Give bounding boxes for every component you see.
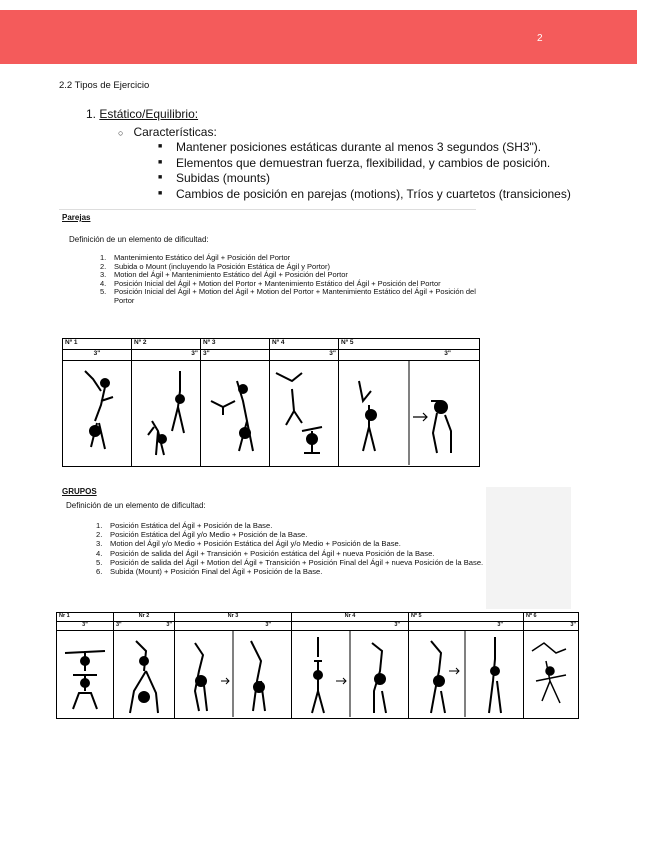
parejas-definition: Definición de un elemento de dificultad:: [69, 235, 209, 244]
time-cell: 3": [292, 622, 409, 631]
figure-cell: [339, 361, 480, 467]
time-cell: 3": [339, 350, 480, 361]
header-cell: Nº 4: [270, 339, 339, 350]
parejas-figure-table: [62, 338, 480, 467]
time-cell: 3": [270, 350, 339, 361]
figure-cell: [409, 631, 524, 719]
acrobat-pair-figure: [65, 361, 129, 465]
acrobat-pair-figure: [203, 361, 267, 465]
figure-cell: [524, 631, 579, 719]
list-item: 1. Posición Estática del Ágil + Posición de la Base.: [96, 521, 273, 530]
divider: [59, 209, 476, 210]
figure-cell: [132, 361, 201, 467]
item-title: Estático/Equilibrio:: [99, 107, 199, 121]
time-cell: 3": [409, 622, 524, 631]
list-item: 1. Mantenimiento Estático del Ágil + Posición del Portor: [100, 253, 291, 262]
list-number: 1.: [86, 107, 97, 121]
list-item: 4. Posición de salida del Ágil + Transición + Posición estática del Ágil + nueva Posición de la Base.: [96, 548, 435, 558]
grupos-list: [96, 521, 486, 576]
figure-cell: [201, 361, 270, 467]
list-item: 3. Motion del Ágil + Mantenimiento Estático del Ágil + Posición del Portor: [100, 270, 348, 280]
acrobat-pair-figure: [134, 361, 198, 465]
grupos-figure-table: [56, 612, 579, 719]
group-sequence-figure: [411, 631, 521, 717]
figure-cell: [63, 361, 132, 467]
header-cell: Nº 1: [63, 339, 132, 350]
parejas-list: [100, 254, 480, 306]
time-cell: 3": [57, 622, 114, 631]
list-item: 5. Posición de salida del Ágil + Motion del Ágil + Transición + Posición Final del Ágil + nueva Posición de la Base.: [96, 557, 484, 567]
header-cell: Nº 6: [524, 613, 579, 622]
bullet-item: ■ Cambios de posición en parejas (motions), Tríos y cuartetos (transiciones): [158, 187, 571, 201]
group-pyramid-figure: [116, 631, 172, 717]
acrobat-pair-sequence: [341, 361, 477, 465]
time-cell: 3": [132, 350, 201, 361]
figure-cell: [114, 631, 175, 719]
group-pyramid-figure: [59, 631, 111, 717]
header-cell: Nº 2: [132, 339, 201, 350]
acrobat-pair-figure: [272, 361, 336, 465]
header-cell: Nr 4: [292, 613, 409, 622]
header-cell: Nr 3: [175, 613, 292, 622]
header-cell: Nº 5: [339, 339, 480, 350]
grupos-definition: Definición de un elemento de dificultad:: [66, 501, 206, 510]
list-item: 3. Motion del Ágil y/o Medio + Posición Estática del Ágil y/o Medio + Posición de la Base.: [96, 539, 401, 549]
group-sequence-figure: [177, 631, 289, 717]
characteristics: ○ Características:: [118, 125, 217, 139]
figure-cell: [175, 631, 292, 719]
list-item-1: [86, 107, 198, 121]
figure-cell: [292, 631, 409, 719]
time-cell: 3": [63, 350, 132, 361]
parejas-heading: Parejas: [62, 213, 91, 222]
header-cell: Nº 5: [409, 613, 524, 622]
list-item: 6. Subida (Mount) + Posición Final del Ágil + Posición de la Base.: [96, 567, 323, 577]
section-title: 2.2 Tipos de Ejercicio: [59, 80, 150, 91]
list-item: 2. Posición Estática del Ágil y/o Medio + Posición de la Base.: [96, 530, 308, 540]
grey-background-box: [486, 487, 571, 609]
header-cell: Nº 3: [201, 339, 270, 350]
bullet-item: ■ Elementos que demuestran fuerza, flexibilidad, y cambios de posición.: [158, 156, 550, 170]
bullet-item: ■ Mantener posiciones estáticas durante al menos 3 segundos (SH3").: [158, 140, 541, 154]
time-cell: 3": [175, 622, 292, 631]
figure-cell: [57, 631, 114, 719]
list-item: 2. Subida o Mount (incluyendo la Posición Estática de Ágil y Portor): [100, 261, 330, 271]
time-cell: 3" 3": [114, 622, 175, 631]
list-item: 5. Posición Inicial del Ágil + Motion del Ágil + Motion del Portor + Mantenimiento Estático del Ágil + Posición del Portor: [100, 287, 476, 305]
time-cell: 3": [524, 622, 579, 631]
header-cell: Nr 1: [57, 613, 114, 622]
time-cell: 3": [201, 350, 270, 361]
characteristics-label: Características:: [133, 125, 217, 139]
bullet-item: ■ Subidas (mounts): [158, 171, 270, 185]
group-figure: [526, 631, 576, 717]
figure-cell: [270, 361, 339, 467]
page-number: 2: [537, 33, 543, 44]
group-sequence-figure: [294, 631, 406, 717]
list-item: 4. Posición Inicial del Ágil + Motion del Portor + Mantenimiento Estático del Ágil + Posición del Portor: [100, 278, 441, 288]
header-cell: Nr 2: [114, 613, 175, 622]
grupos-heading: GRUPOS: [62, 487, 97, 496]
